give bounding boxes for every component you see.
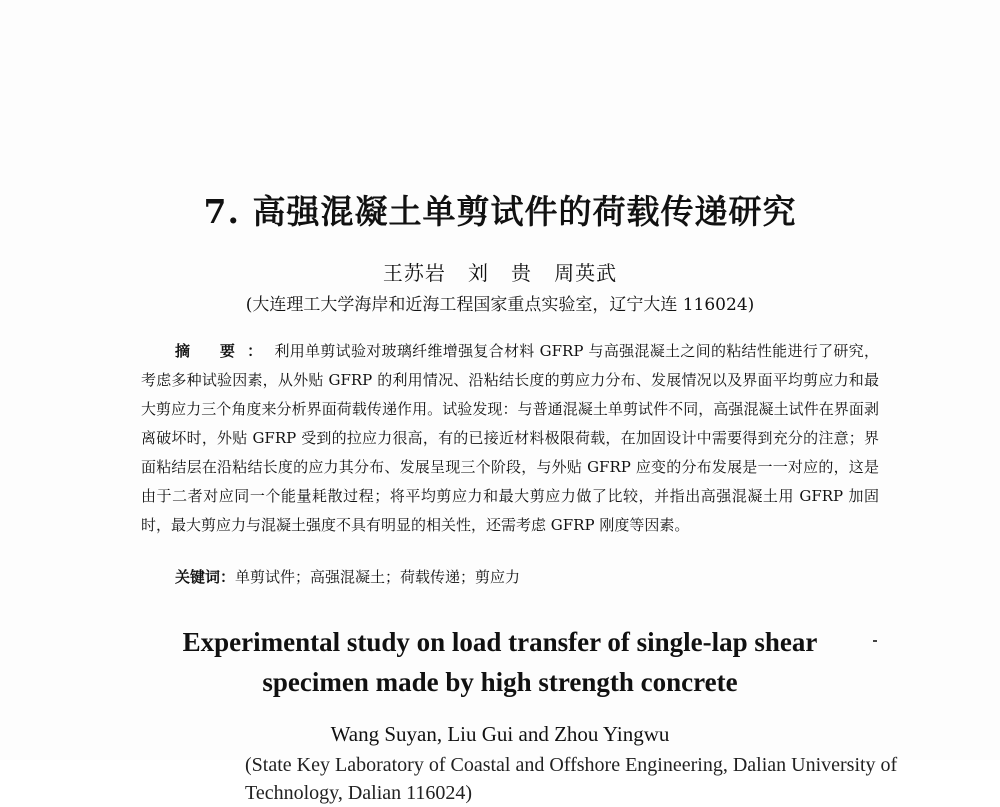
abstract-text: 利用单剪试验对玻璃纤维增强复合材料 GFRP 与高强混凝土之间的粘结性能进行了研究，考虑多种试验因素，从外贴 GFRP 的利用情况、沿粘结长度的剪应力分布、发展情况以及界面平均剪应力和最大剪应力三个角度来分析界面荷载传递作用。试验发现：与普通混凝土单剪试件不同，高强混凝土试件在界面剥离破坏时，外贴 GFRP 受到的拉应力很高，有的已接近材料极限荷载，在加固设计中需要得到充分的注意；界面粘结层在沿粘结长度的应力其分布、发展呈现三个阶段，与外贴 GFRP 应变的分布发展是一一对应的，这是由于二者对应同一个能量耗散过程；将平均剪应力和最大剪应力做了比较，并指出高强混凝土用 GFRP 加固时，最大剪应力与混凝土强度不具有明显的相关性，还需考虑 GFRP 刚度等因素。 bbox=[141, 342, 879, 534]
chinese-abstract bbox=[141, 337, 879, 540]
chinese-keywords bbox=[175, 566, 875, 587]
english-affiliation-cut: (State Key Laboratory of Coastal and Offshore Engineering, Dalian University of Technology, Dalian 116024) bbox=[245, 754, 898, 804]
english-title-line-2: specimen made by high strength concrete bbox=[262, 667, 738, 697]
abstract-label: 摘 要： bbox=[175, 342, 275, 360]
english-title bbox=[0, 622, 1000, 702]
chinese-affiliation: (大连理工大学海岸和近海工程国家重点实验室，辽宁大连 116024) bbox=[245, 295, 755, 315]
keywords-label: 关键词： bbox=[175, 568, 236, 586]
chinese-authors: 王苏岩 刘 贵 周英武 bbox=[382, 261, 618, 285]
english-title-line-1: Experimental study on load transfer of single-lap shear bbox=[182, 627, 818, 657]
chinese-title: 7. 高强混凝土单剪试件的荷载传递研究 bbox=[203, 192, 797, 231]
english-authors: Wang Suyan, Liu Gui and Zhou Yingwu bbox=[330, 722, 670, 746]
keywords-text: 单剪试件；高强混凝土；荷载传递；剪应力 bbox=[235, 568, 521, 586]
